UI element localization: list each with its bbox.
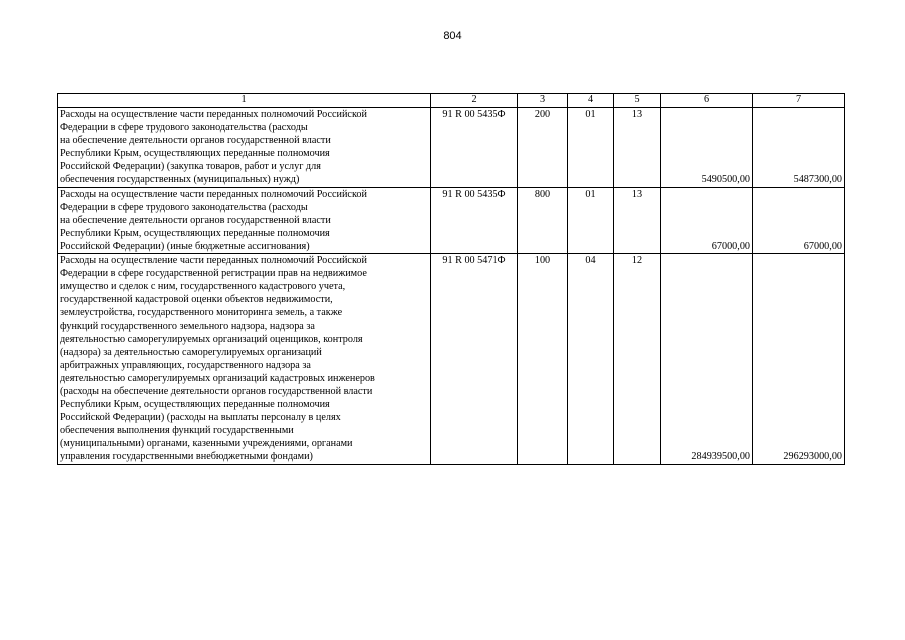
row-target-code: 91 R 00 5435Ф: [431, 108, 518, 188]
row-description: Расходы на осуществление части переданных полномочий Российской Федерации в сфере государственной регистрации прав на недвижимое имущество и сделок с ним, государственного кадастрового учета, государственной кадастровой оценки объектов недвижимости, землеустройства, государственного мониторинга земель, а также функций государственного земельного надзора, надзора за деятельностью саморегулируемых организаций оценщиков, контроля (надзора) за деятельностью саморегулируемых организаций арбитражных управляющих, государственного надзора за деятельностью саморегулируемых организаций кадастровых инженеров (расходы на обеспечение деятельности органов государственной власти Республики Крым, осуществляющих переданные полномочия Российской Федерации) (расходы на выплаты персоналу в целях обеспечения выполнения функций государственными (муниципальными) органами, казенными учреждениями, органами управления государственными внебюджетными фондами): [58, 254, 431, 465]
row-description: Расходы на осуществление части переданных полномочий Российской Федерации в сфере трудового законодательства (расходы на обеспечение деятельности органов государственной власти Республики Крым, осуществляющих переданные полномочия Российской Федерации) (иные бюджетные ассигнования): [58, 187, 431, 253]
row-target-code: 91 R 00 5435Ф: [431, 187, 518, 253]
row-subsection: 12: [614, 254, 661, 465]
table-row: [58, 254, 845, 465]
header-cell-5: 5: [614, 94, 661, 108]
row-amount-2: 5487300,00: [753, 108, 845, 188]
row-subsection: 13: [614, 187, 661, 253]
budget-table: [57, 93, 845, 465]
table-header-row: [58, 94, 845, 108]
row-expense-type: 200: [518, 108, 568, 188]
header-cell-4: 4: [568, 94, 614, 108]
row-expense-type: 800: [518, 187, 568, 253]
header-cell-3: 3: [518, 94, 568, 108]
row-subsection: 13: [614, 108, 661, 188]
row-expense-type: 100: [518, 254, 568, 465]
table-row: [58, 108, 845, 188]
row-section: 04: [568, 254, 614, 465]
table-row: [58, 187, 845, 253]
header-cell-6: 6: [661, 94, 753, 108]
row-section: 01: [568, 108, 614, 188]
row-target-code: 91 R 00 5471Ф: [431, 254, 518, 465]
row-amount-1: 67000,00: [661, 187, 753, 253]
row-amount-2: 296293000,00: [753, 254, 845, 465]
row-amount-1: 284939500,00: [661, 254, 753, 465]
page-number: 804: [443, 30, 462, 42]
header-cell-7: 7: [753, 94, 845, 108]
header-cell-2: 2: [431, 94, 518, 108]
row-section: 01: [568, 187, 614, 253]
row-amount-2: 67000,00: [753, 187, 845, 253]
header-cell-1: 1: [58, 94, 431, 108]
row-description: Расходы на осуществление части переданных полномочий Российской Федерации в сфере трудового законодательства (расходы на обеспечение деятельности органов государственной власти Республики Крым, осуществляющих переданные полномочия Российской Федерации) (закупка товаров, работ и услуг для обеспечения государственных (муниципальных) нужд): [58, 108, 431, 188]
row-amount-1: 5490500,00: [661, 108, 753, 188]
